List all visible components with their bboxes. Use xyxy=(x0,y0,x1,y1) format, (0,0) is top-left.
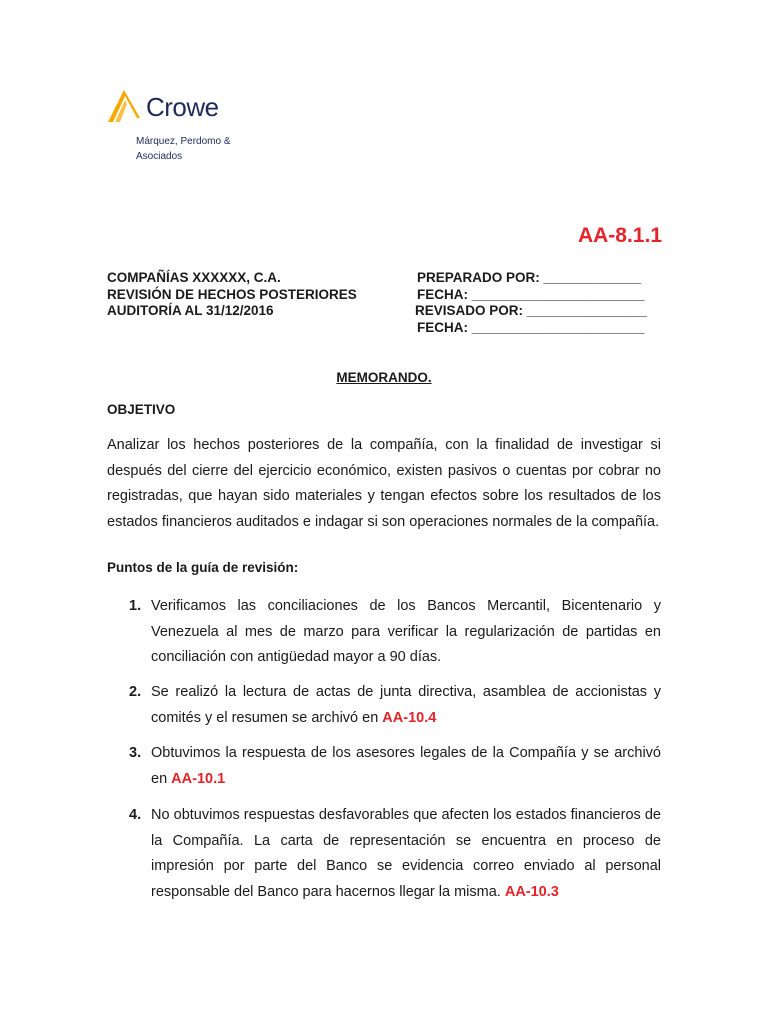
memo-title: MEMORANDO. xyxy=(336,370,432,385)
audit-line: AUDITORÍA AL 31/12/2016 xyxy=(107,303,274,318)
prepared-by-field: PREPARADO POR: _____________ xyxy=(417,270,642,285)
item-number: 3. xyxy=(129,745,142,761)
date-field: FECHA: _______________________ xyxy=(417,286,645,302)
reference-code: AA-10.3 xyxy=(504,883,559,900)
logo-wordmark: Crowe xyxy=(146,92,219,122)
header-right xyxy=(417,270,647,336)
crowe-logo xyxy=(106,88,226,128)
review-points-heading: Puntos de la guía de revisión: xyxy=(107,560,299,575)
reviewed-by-field: REVISADO POR: ________________ xyxy=(415,303,647,318)
item-text: Verificamos las conciliaciones de los Bancos Mercantil, Bicentenario y Venezuela al mes de marzo para verificar la regularización de partidas en conciliación con antigüedad mayor a 90 días. xyxy=(151,598,661,665)
reference-code: AA-10.1 xyxy=(171,770,226,787)
item-text: Obtuvimos la respuesta de los asesores legales de la Compañía y se archivó en AA-10.1 xyxy=(151,745,661,787)
document-code: AA-8.1.1 xyxy=(577,224,662,247)
crowe-chevron-icon xyxy=(106,88,142,124)
item-text: No obtuvimos respuestas desfavorables que afecten los estados financieros de la Compañía. La carta de representación se encuentra en proceso de impresión por parte del Banco se evidencia correo enviado al personal responsable del Banco para hacernos llegar la misma. AA-10.3 xyxy=(151,807,661,900)
review-date-field: FECHA: _______________________ xyxy=(417,319,645,335)
review-line: REVISIÓN DE HECHOS POSTERIORES xyxy=(107,286,357,302)
company-line: COMPAÑÍAS XXXXXX, C.A. xyxy=(107,270,281,285)
item-number: 2. xyxy=(129,684,142,700)
firm-name: Márquez, Perdomo & Asociados xyxy=(136,136,231,162)
objective-text: Analizar los hechos posteriores de la compañía, con la finalidad de investigar si después del cierre del ejercicio económico, existen pasivos o cuentas por cobrar no registradas, que hayan sido materiales y tengan efectos sobre los resultados de los estados financieros auditados e indagar si son operaciones normales de la compañía. xyxy=(107,437,661,530)
item-text: Se realizó la lectura de actas de junta directiva, asamblea de accionistas y comités y el resumen se archivó en AA-10.4 xyxy=(151,684,661,726)
item-number: 4. xyxy=(129,807,142,823)
header-left xyxy=(107,270,357,320)
item-number: 1. xyxy=(129,598,142,614)
reference-code: AA-10.4 xyxy=(382,709,437,726)
objective-heading: OBJETIVO xyxy=(107,402,176,417)
